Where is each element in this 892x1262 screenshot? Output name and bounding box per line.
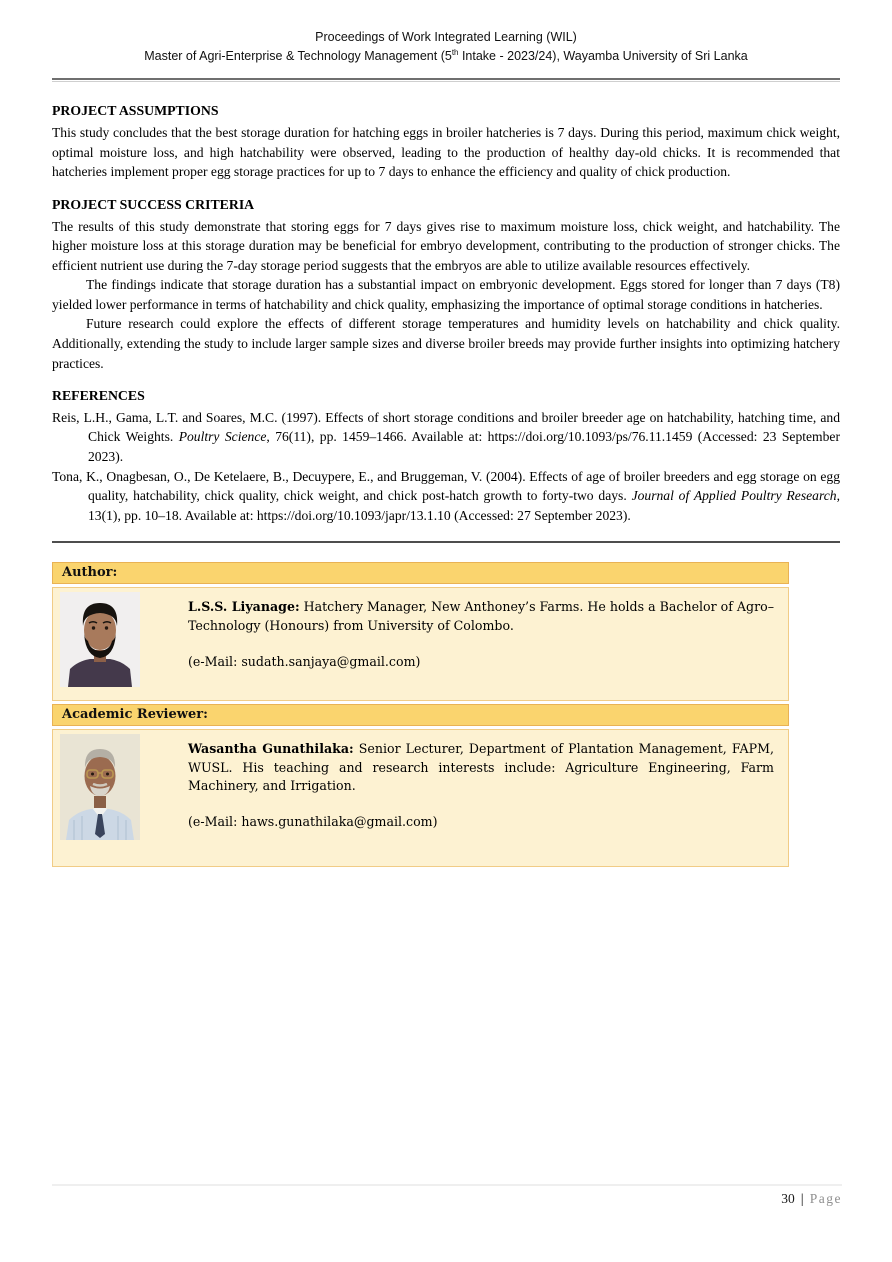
section-title-references: REFERENCES [52,388,145,404]
reference-entry: Tona, K., Onagbesan, O., De Ketelaere, B., Decuypere, E., and Bruggeman, V. (2004). Effects of age of broiler breeders and egg storage on egg quality, hatchability, chick quality, chick weight, and chick post-hatch growth to forty-two days. Journal of Applied Poultry Research, 13(1), pp. 10–18. Available at: https://doi.org/10.1093/japr/13.1.10 (Accessed: 27 September 2023). [52,468,840,523]
reviewer-photo [60,734,140,840]
reviewer-section-label: Academic Reviewer: [52,704,789,726]
main-content [52,101,840,525]
section-title-success-criteria: PROJECT SUCCESS CRITERIA [52,196,255,212]
page-footer [52,1184,842,1207]
assumptions-paragraph: This study concludes that the best storage duration for hatching eggs in broiler hatcheries is 7 days. During this period, maximum chick weight, optimal moisture loss, and high hatchability were observed, leading to the production of healthy day-old chicks. It is recommended that hatcheries implement proper egg storage practices for up to 7 days to enhance the efficiency and quality of chick production. [52,125,840,180]
author-bio [188,592,774,671]
reference-entry: Reis, L.H., Gama, L.T. and Soares, M.C. (1997). Effects of short storage conditions and broiler breeder age on hatchability, hatching time, and Chick Weights. Poultry Science, 76(11), pp. 1459–1466. Available at: https://doi.org/10.1093/ps/76.11.1459 (Accessed: 23 September 2023). [52,409,840,465]
contributors-block [52,562,789,867]
author-email: (e-Mail: sudath.sanjaya@gmail.com) [188,653,421,669]
section-title-assumptions: PROJECT ASSUMPTIONS [52,103,219,119]
header-line1: Proceedings of Work Integrated Learning (WIL) [315,30,577,44]
author-card [52,587,789,701]
journal-name: Poultry Science [178,429,267,445]
success-criteria-paragraph-2: The findings indicate that storage duration has a substantial impact on embryonic development. Eggs stored for longer than 7 days (T8) yielded lower performance in terms of hatchability and chick quality, emphasizing the importance of optimal storage conditions in hatcheries. [52,277,840,312]
reviewer-email: (e-Mail: haws.gunathilaka@gmail.com) [188,814,438,830]
author-section-label: Author: [52,562,789,584]
page-number: 30 [781,1191,795,1206]
success-criteria-paragraph-3: Future research could explore the effects of different storage temperatures and humidity levels on hatchability and chick quality. Additionally, extending the study to include larger sample sizes and diverse broiler breeds may provide further insights into optimizing hatchery practices. [52,316,840,371]
success-criteria-paragraph-1: The results of this study demonstrate that storing eggs for 7 days gives rise to maximum moisture loss, chick weight, and hatchability. The higher moisture loss at this storage duration may be beneficial for embryo development, contributing to the production of stronger chicks. The efficient nutrient use during the 7-day storage period suggests that the embryos are able to utilize available resources effectively. [52,218,840,273]
author-description: L.S.S. Liyanage: Hatchery Manager, New Anthoney’s Farms. He holds a Bachelor of Agro–Technology (Honours) from University of Colombo. [188,599,774,633]
journal-name: Journal of Applied Poultry Research [631,488,837,504]
reviewer-card [52,729,789,867]
header-line2: Master of Agri-Enterprise & Technology Management (5th Intake - 2023/24), Wayamba University of Sri Lanka [144,47,748,63]
footer-page-label: Page [809,1191,842,1206]
section-divider-rule [52,541,840,543]
ordinal-superscript: th [451,47,459,57]
page-header [0,0,892,65]
reviewer-bio [188,734,774,831]
reviewer-name: Wasantha Gunathilaka: [188,741,354,757]
author-name: L.S.S. Liyanage: [188,599,300,615]
footer-separator: | [800,1191,804,1206]
reviewer-description: Wasantha Gunathilaka: Senior Lecturer, Department of Plantation Management, FAPM, WUSL. His teaching and research interests include: Agriculture Engineering, Farm Machinery, and Irrigation. [188,741,774,793]
header-rule [52,78,840,82]
author-photo [60,592,140,687]
